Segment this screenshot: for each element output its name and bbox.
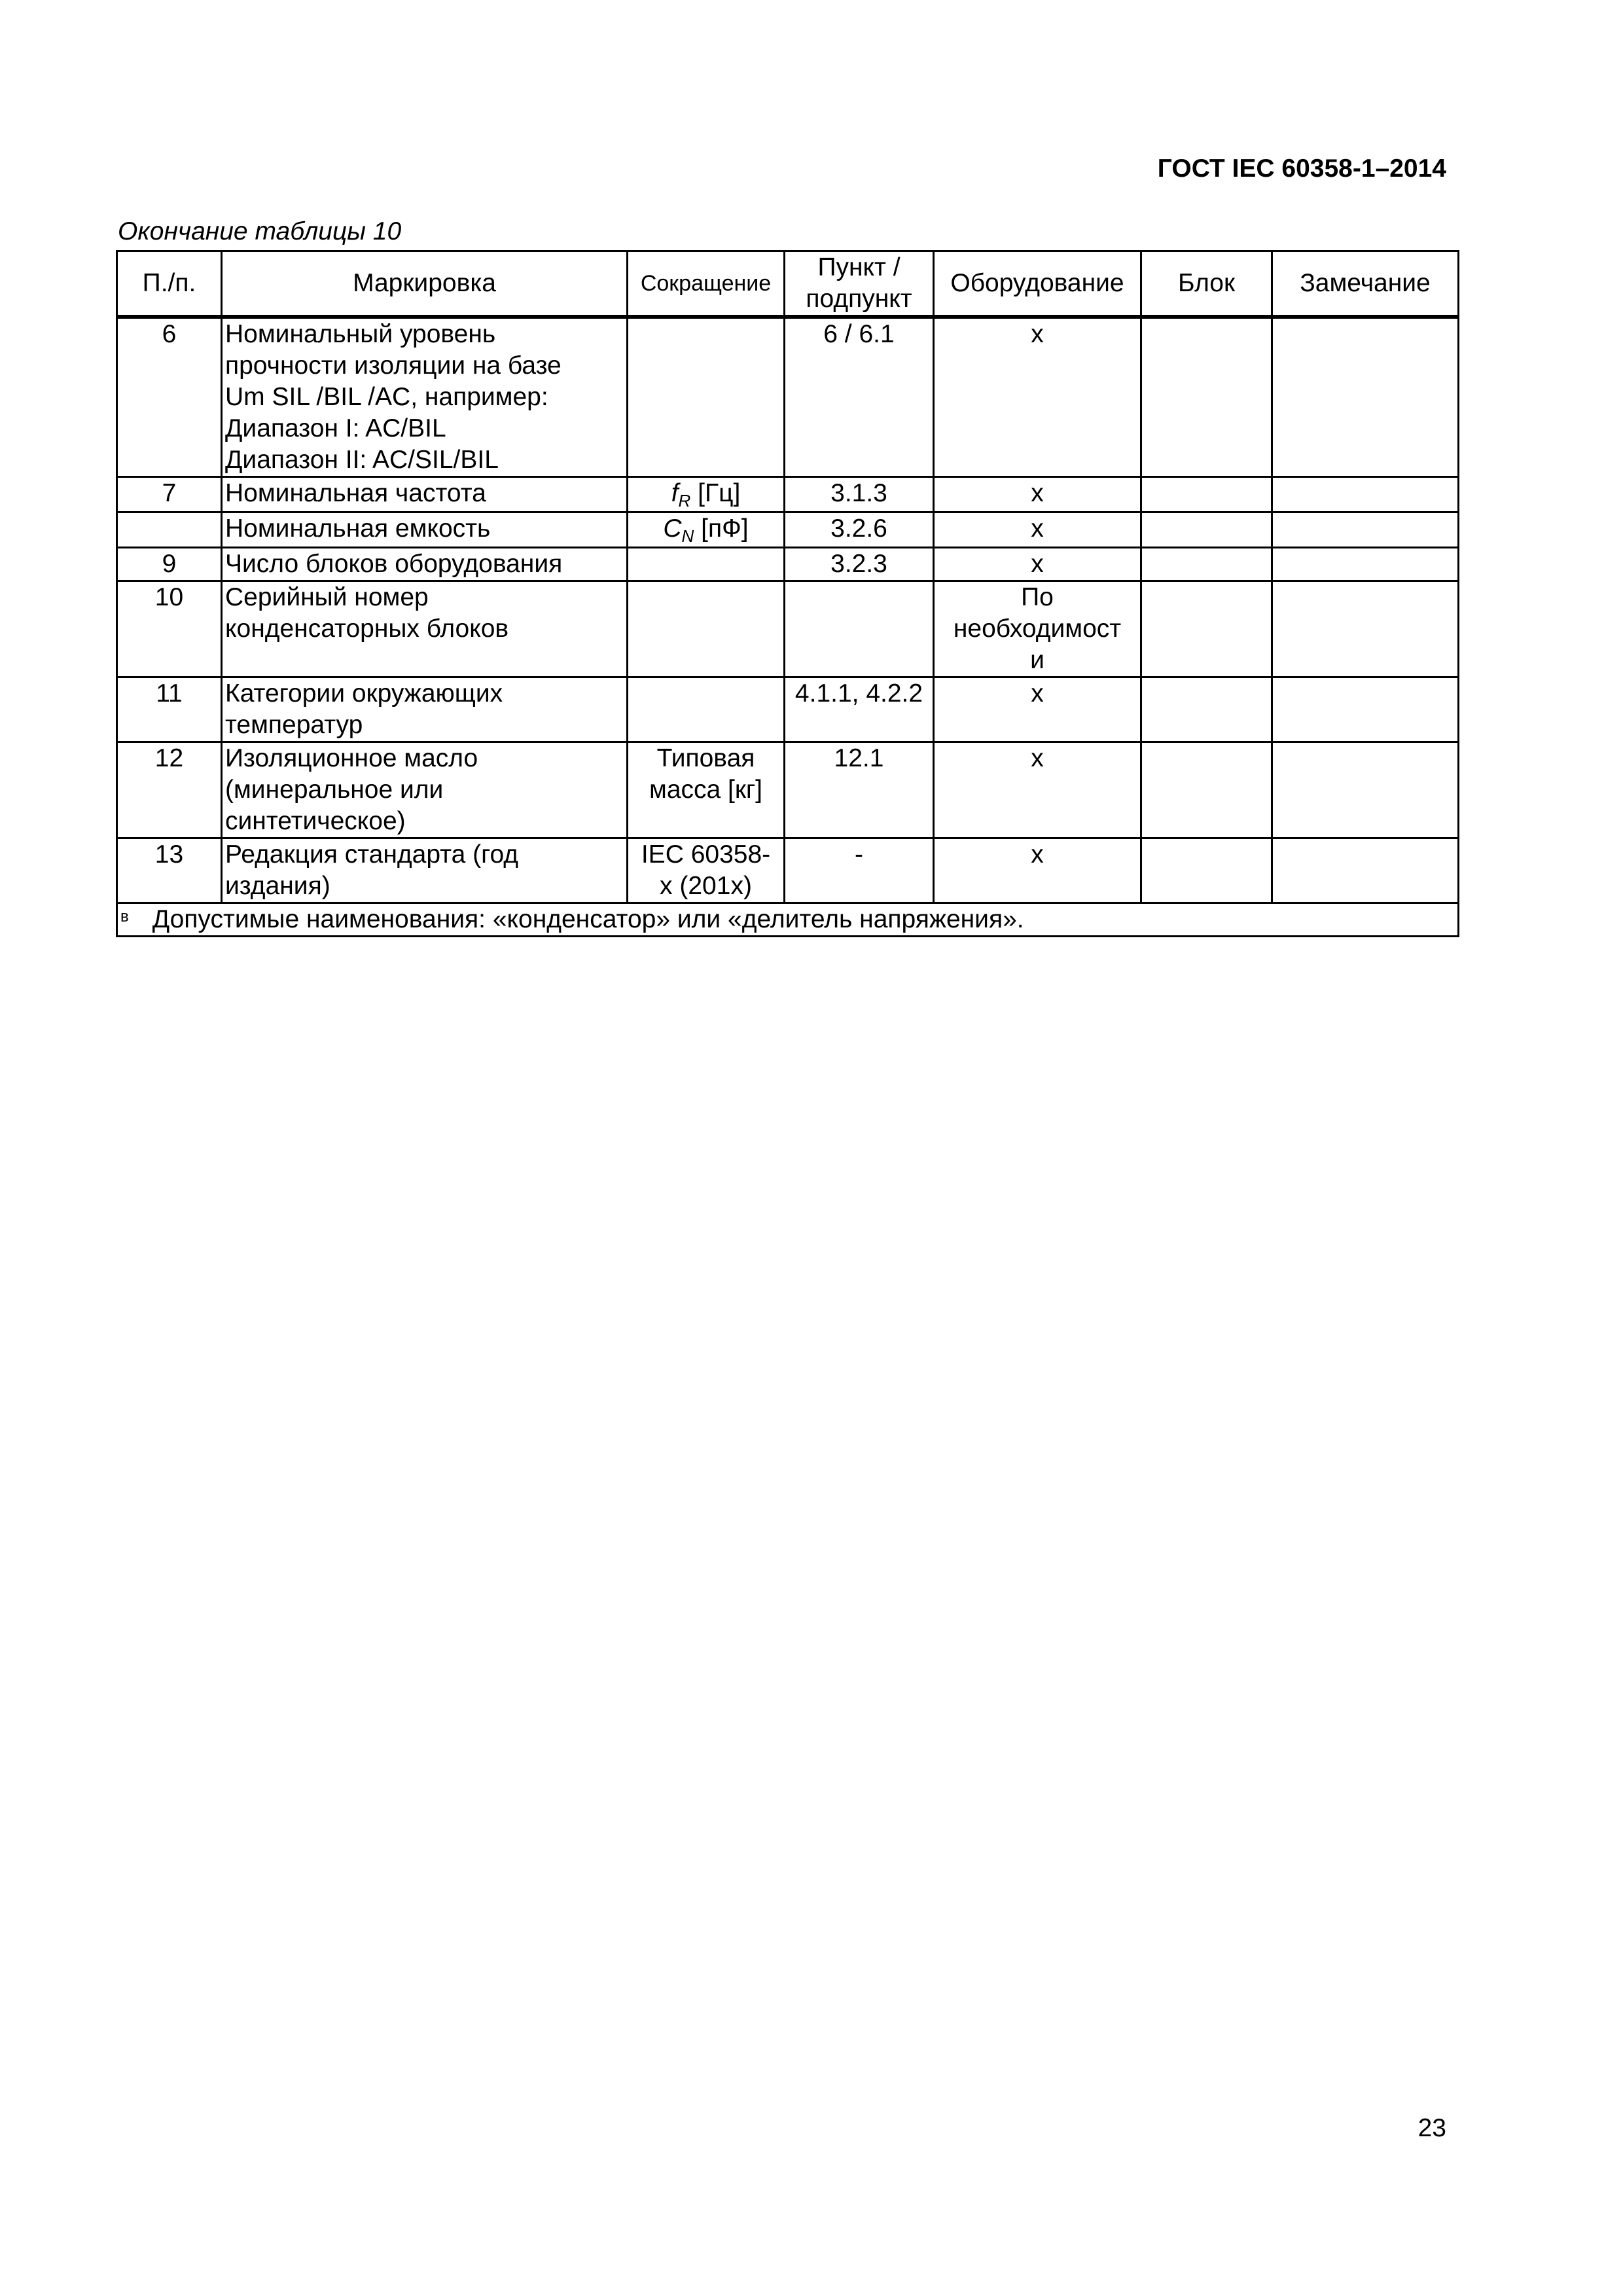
col-header-block: Блок [1141, 251, 1272, 317]
table-row [117, 838, 1459, 903]
cell-equipment [934, 512, 1141, 548]
table-row [117, 477, 1459, 512]
cell-remark [1272, 317, 1459, 477]
equipment-line: x [1031, 840, 1044, 869]
marking-line: синтетическое) [225, 807, 406, 835]
marking-line: Диапазон II: AC/SIL/BIL [225, 446, 499, 474]
cell-abbr [628, 548, 785, 581]
marking-line: Категории окружающих [225, 679, 503, 708]
marking-line: издания) [225, 872, 330, 900]
marking-line: прочности изоляции на базе [225, 351, 562, 380]
marking-line: температур [225, 711, 363, 739]
cell-remark [1272, 677, 1459, 742]
equipment-line: x [1031, 320, 1044, 348]
marking-line: Изоляционное масло [225, 744, 478, 772]
footnote-marker: в [120, 908, 129, 925]
equipment-line: По [1021, 583, 1054, 611]
abbr-unit: [Гц] [690, 479, 741, 507]
cell-clause: 3.1.3 [785, 477, 934, 512]
cell-remark [1272, 581, 1459, 677]
equipment-line: x [1031, 679, 1044, 708]
cell-equipment [934, 838, 1141, 903]
marking-line: Редакция стандарта (год [225, 840, 519, 869]
abbr-subscript: N [681, 526, 694, 546]
marking-line: конденсаторных блоков [225, 615, 509, 643]
cell-num: 9 [117, 548, 222, 581]
abbr-line: Типовая [656, 744, 755, 772]
cell-marking [222, 477, 628, 512]
abbr-line: x (201x) [660, 872, 752, 900]
cell-clause: 6 / 6.1 [785, 317, 934, 477]
table-caption: Окончание таблицы 10 [118, 217, 402, 245]
cell-abbr [628, 838, 785, 903]
abbr-subscript: R [678, 491, 691, 511]
cell-marking [222, 512, 628, 548]
cell-clause [785, 581, 934, 677]
footnote-cell [117, 903, 1459, 937]
cell-marking [222, 838, 628, 903]
table-row [117, 548, 1459, 581]
cell-num [117, 512, 222, 548]
cell-block [1141, 677, 1272, 742]
cell-block [1141, 477, 1272, 512]
abbr-letter: C [663, 514, 682, 543]
cell-equipment [934, 317, 1141, 477]
marking-line: Диапазон I: AC/BIL [225, 414, 446, 442]
cell-abbr [628, 512, 785, 548]
cell-block [1141, 317, 1272, 477]
col-header-clause-text: Пункт / подпункт [806, 253, 912, 313]
standard-code: ГОСТ IEC 60358-1–2014 [1157, 154, 1446, 183]
table-row [117, 742, 1459, 838]
page-number: 23 [1418, 2114, 1446, 2142]
marking-line: Номинальный уровень [225, 320, 496, 348]
cell-abbr [628, 317, 785, 477]
col-header-marking: Маркировка [222, 251, 628, 317]
abbr-line: масса [кг] [649, 776, 762, 804]
cell-num: 12 [117, 742, 222, 838]
table-row [117, 581, 1459, 677]
cell-equipment [934, 677, 1141, 742]
equipment-line: x [1031, 479, 1044, 507]
cell-clause: 3.2.6 [785, 512, 934, 548]
col-header-num: П./п. [117, 251, 222, 317]
cell-num: 10 [117, 581, 222, 677]
equipment-line: и [1030, 646, 1044, 674]
marking-line: Номинальная частота [225, 479, 486, 507]
col-header-remark: Замечание [1272, 251, 1459, 317]
cell-block [1141, 548, 1272, 581]
cell-block [1141, 512, 1272, 548]
table-header-row [117, 251, 1459, 317]
abbr-symbol [663, 514, 749, 546]
equipment-line: x [1031, 744, 1044, 772]
equipment-line: необходимост [953, 615, 1122, 643]
marking-line: Серийный номер [225, 583, 429, 611]
cell-block [1141, 581, 1272, 677]
cell-abbr [628, 581, 785, 677]
marking-line: Номинальная емкость [225, 514, 491, 543]
equipment-line: x [1031, 514, 1044, 543]
cell-clause: 4.1.1, 4.2.2 [785, 677, 934, 742]
marking-table [116, 250, 1459, 937]
marking-line: (минеральное или [225, 776, 444, 804]
cell-block [1141, 742, 1272, 838]
cell-remark [1272, 742, 1459, 838]
cell-block [1141, 838, 1272, 903]
cell-remark [1272, 477, 1459, 512]
equipment-line: x [1031, 550, 1044, 578]
cell-marking [222, 581, 628, 677]
cell-marking [222, 677, 628, 742]
col-header-abbr: Сокращение [628, 251, 785, 317]
col-header-equipment: Оборудование [934, 251, 1141, 317]
cell-clause: 3.2.3 [785, 548, 934, 581]
abbr-symbol [671, 479, 741, 511]
footnote-text: Допустимые наименования: «конденсатор» или «делитель напряжения». [152, 905, 1024, 933]
cell-clause: 12.1 [785, 742, 934, 838]
marking-line: Um SIL /BIL /AC, например: [225, 383, 548, 411]
cell-clause: - [785, 838, 934, 903]
table-row [117, 512, 1459, 548]
cell-num: 11 [117, 677, 222, 742]
cell-marking [222, 317, 628, 477]
cell-marking [222, 742, 628, 838]
cell-equipment [934, 742, 1141, 838]
cell-equipment [934, 548, 1141, 581]
cell-remark [1272, 548, 1459, 581]
footnote-row [117, 903, 1459, 937]
cell-equipment [934, 581, 1141, 677]
marking-line: Число блоков оборудования [225, 550, 563, 578]
cell-marking [222, 548, 628, 581]
cell-num: 7 [117, 477, 222, 512]
col-header-clause [785, 251, 934, 317]
table-row [117, 677, 1459, 742]
cell-remark [1272, 512, 1459, 548]
cell-abbr [628, 677, 785, 742]
cell-abbr [628, 742, 785, 838]
cell-remark [1272, 838, 1459, 903]
cell-num: 6 [117, 317, 222, 477]
abbr-line: IEC 60358- [641, 840, 771, 869]
cell-num: 13 [117, 838, 222, 903]
cell-equipment [934, 477, 1141, 512]
table-row [117, 317, 1459, 477]
cell-abbr [628, 477, 785, 512]
abbr-unit: [пФ] [694, 514, 749, 543]
abbr-letter: f [671, 479, 679, 507]
